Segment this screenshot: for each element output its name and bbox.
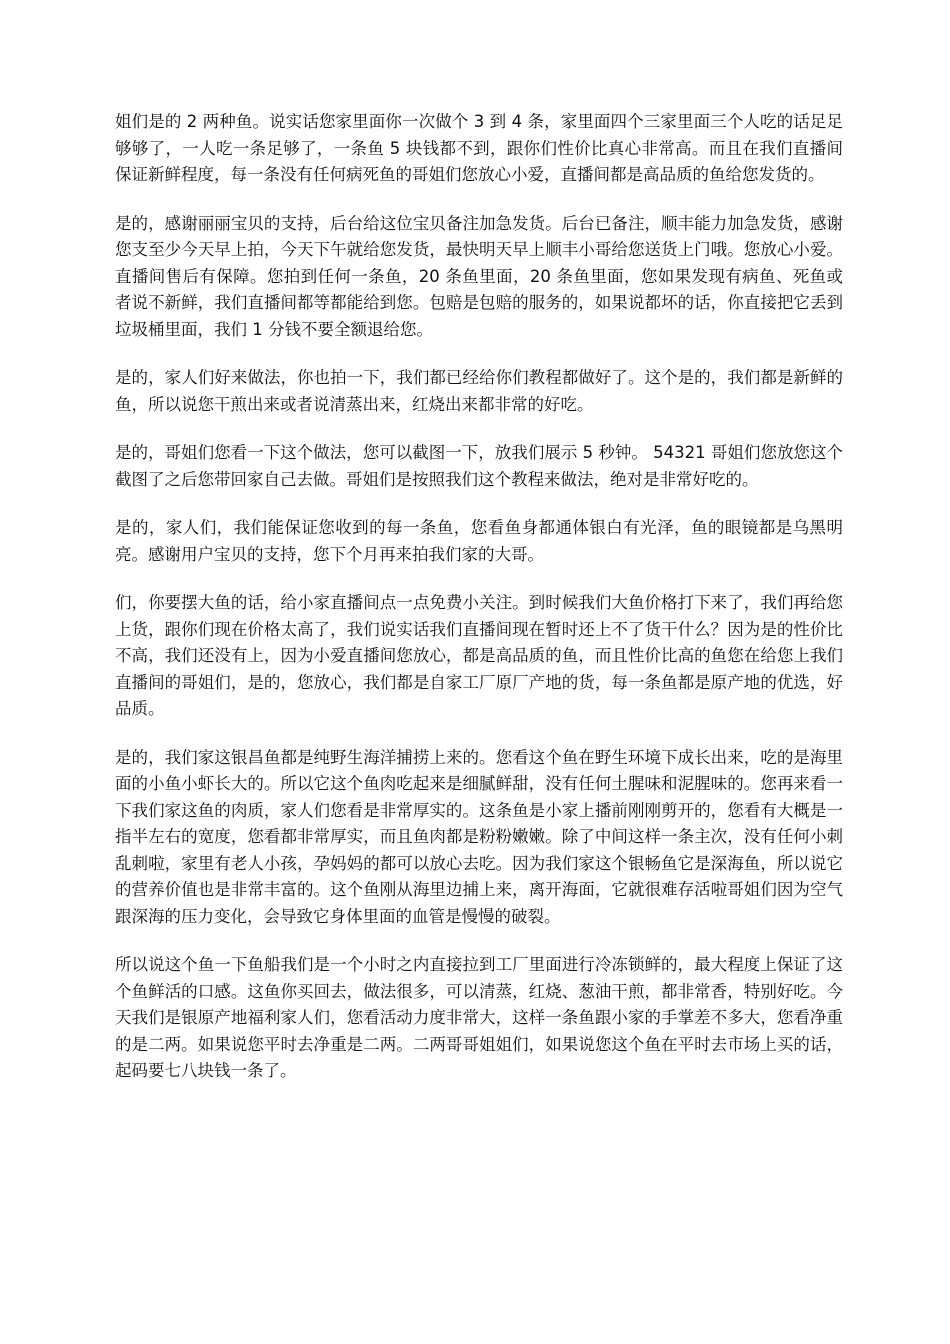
paragraph-6: 们，你要摆大鱼的话，给小家直播间点一点免费小关注。到时候我们大鱼价格打下来了，我们再给您上货，跟你们现在价格太高了，我们说实话我们直播间现在暂时还上不了货干什么？因为是的性价比不高，我们还没有上，因为小爱直播间您放心，都是高品质的鱼，而且性价比高的鱼您在给您上我们直播间的哥姐们，是的，您放心，我们都是自家工厂原厂产地的货，每一条鱼都是原产地的优选，好品质。 [115, 593, 843, 718]
paragraph-8: 所以说这个鱼一下鱼船我们是一个小时之内直接拉到工厂里面进行冷冻锁鲜的，最大程度上保证了这个鱼鲜活的口感。这鱼你买回去，做法很多，可以清蒸，红烧、葱油干煎，都非常香，特别好吃。今天我们是银原产地福利家人们，您看活动力度非常大，这样一条鱼跟小家的手掌差不多大，您看净重的是二两。如果说您平时去净重是二两。二两哥哥姐姐们，如果说您这个鱼在平时去市场上买的话，起码要七八块钱一条了。 [115, 955, 843, 1080]
document-body [115, 109, 843, 1085]
paragraph-3: 是的，家人们好来做法，你也拍一下，我们都已经给你们教程都做好了。这个是的，我们都是新鲜的鱼，所以说您干煎出来或者说清蒸出来，红烧出来都非常的好吃。 [115, 368, 843, 414]
paragraph-4: 是的，哥姐们您看一下这个做法，您可以截图一下，放我们展示 5 秒钟。 54321 哥姐们您放您这个截图了之后您带回家自己去做。哥姐们是按照我们这个教程来做法，绝对是非常好吃的。 [115, 443, 843, 489]
paragraph-2: 是的，感谢丽丽宝贝的支持，后台给这位宝贝备注加急发货。后台已备注，顺丰能力加急发货，感谢您支至少今天早上拍，今天下午就给您发货，最快明天早上顺丰小哥给您送货上门哦。您放心小爱。直播间售后有保障。您拍到任何一条鱼，20 条鱼里面，20 条鱼里面，您如果发现有病鱼、死鱼或者说不新鲜，我们直播间都等都能给到您。包赔是包赔的服务的，如果说都坏的话，你直接把它丢到垃圾桶里面，我们 1 分钱不要全额退给您。 [115, 213, 843, 339]
paragraph-1: 姐们是的 2 两种鱼。说实话您家里面你一次做个 3 到 4 条，家里面四个三家里面三个人吃的话足足够够了，一人吃一条足够了，一条鱼 5 块钱都不到，跟你们性价比真心非常高。而且在我们直播间保证新鲜程度，每一条没有任何病死鱼的哥姐们您放心小爱，直播间都是高品质的鱼给您发货的。 [115, 112, 843, 184]
paragraph-7: 是的，我们家这银昌鱼都是纯野生海洋捕捞上来的。您看这个鱼在野生环境下成长出来，吃的是海里面的小鱼小虾长大的。所以它这个鱼肉吃起来是细腻鲜甜，没有任何土腥味和泥腥味的。您再来看一下我们家这鱼的肉质，家人们您看是非常厚实的。这条鱼是小家上播前刚刚剪开的，您看有大概是一指半左右的宽度，您看都非常厚实，而且鱼肉都是粉粉嫩嫩。除了中间这样一条主次，没有任何小刺乱刺啦，家里有老人小孩，孕妈妈的都可以放心去吃。因为我们家这个银畅鱼它是深海鱼，所以说它的营养价值也是非常丰富的。这个鱼刚从海里边捕上来，离开海面，它就很难存活啦哥姐们因为空气跟深海的压力变化，会导致它身体里面的血管是慢慢的破裂。 [115, 747, 843, 926]
paragraph-5: 是的，家人们，我们能保证您收到的每一条鱼，您看鱼身都通体银白有光泽，鱼的眼镜都是乌黑明亮。感谢用户宝贝的支持，您下个月再来拍我们家的大哥。 [115, 518, 843, 564]
